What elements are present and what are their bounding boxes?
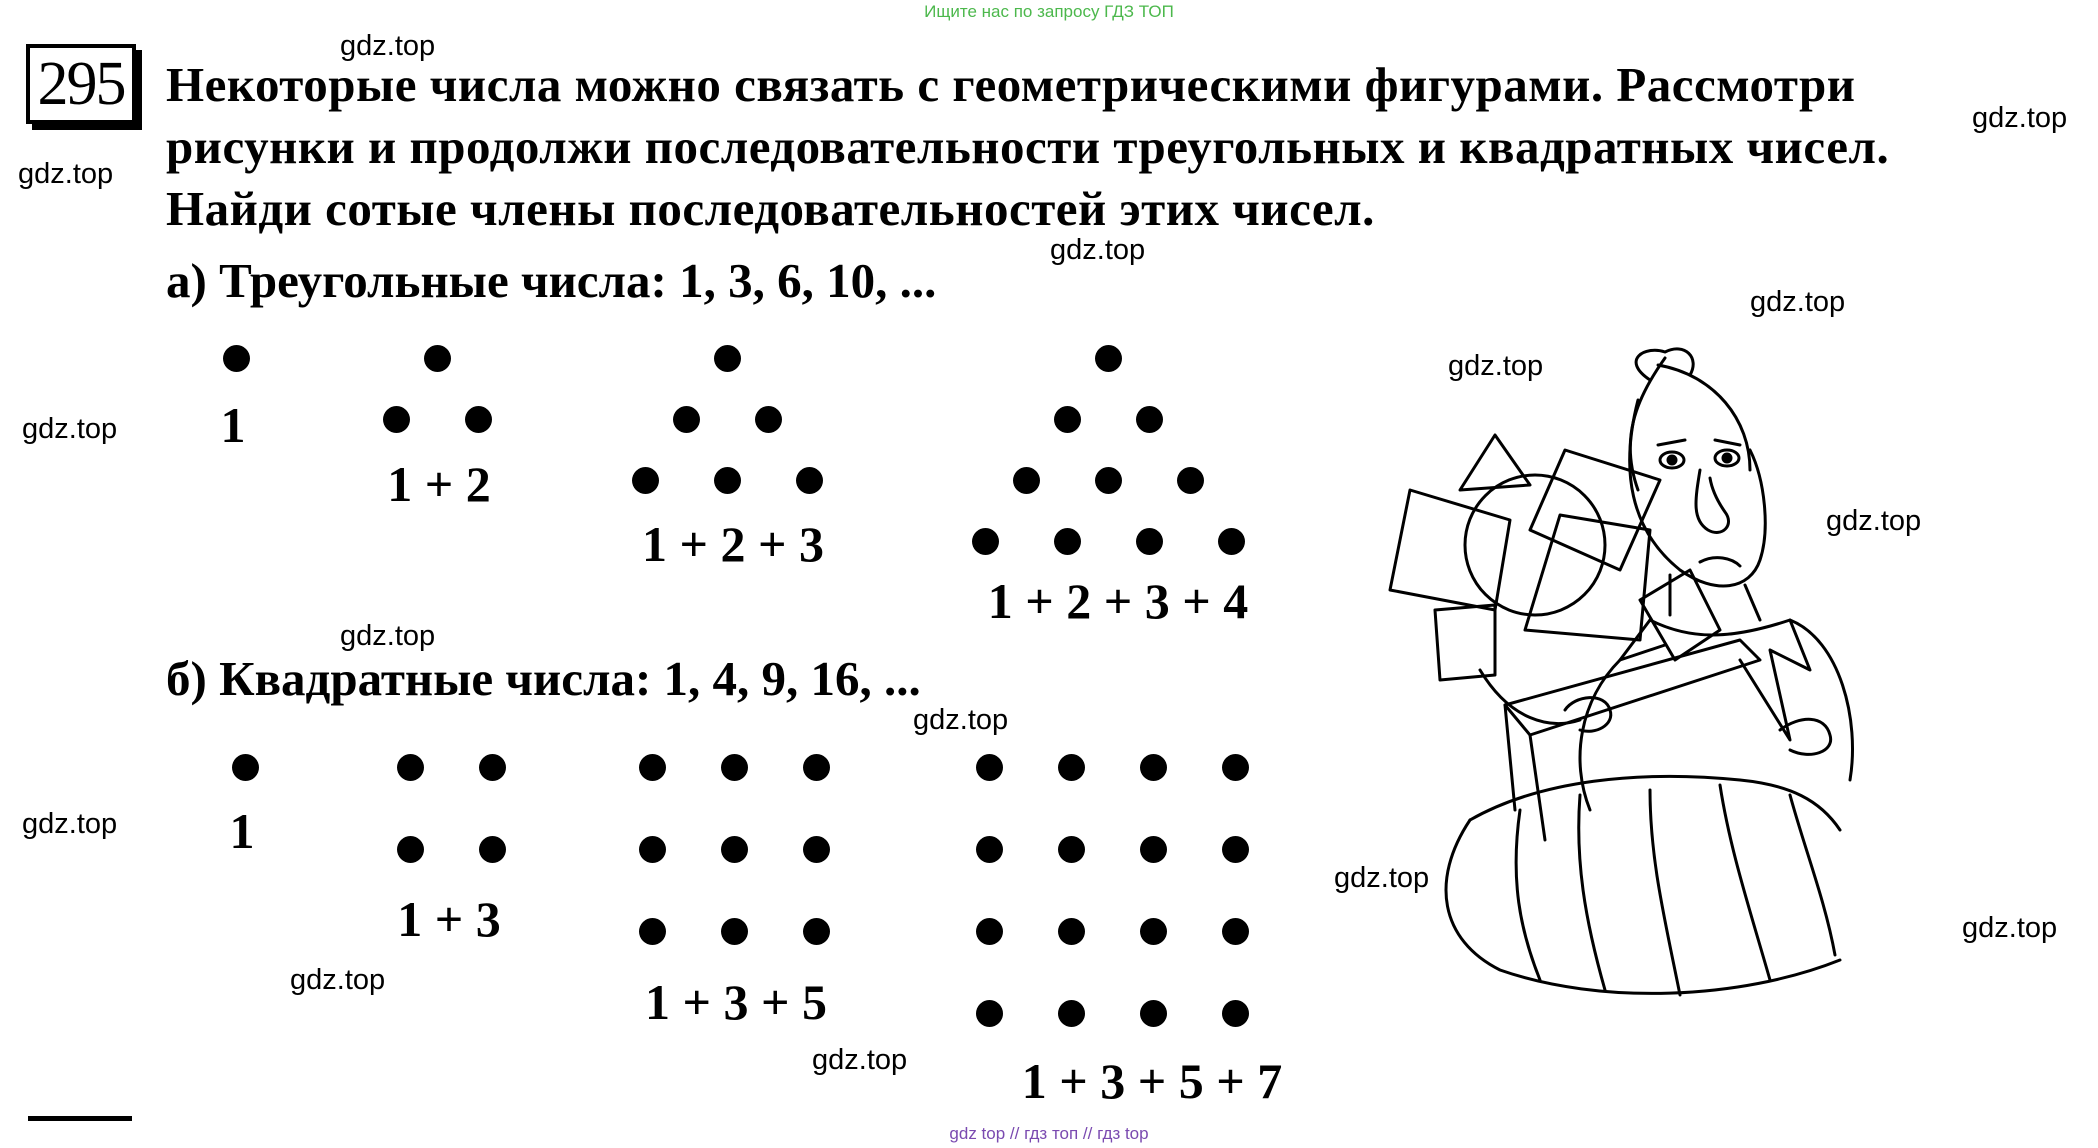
triangular-dot bbox=[755, 406, 782, 433]
triangular-dot bbox=[714, 467, 741, 494]
watermark: gdz.top bbox=[18, 158, 114, 190]
square-dot bbox=[803, 918, 830, 945]
watermark: gdz.top bbox=[290, 964, 386, 996]
square-caption-1: 1 bbox=[229, 803, 255, 859]
square-dot bbox=[721, 918, 748, 945]
triangular-dot bbox=[1095, 467, 1122, 494]
triangular-dot bbox=[1177, 467, 1204, 494]
watermark: gdz.top bbox=[1334, 862, 1430, 894]
triangular-dot bbox=[796, 467, 823, 494]
cartoon-illustration bbox=[1320, 340, 1880, 1005]
square-dot bbox=[976, 918, 1003, 945]
bottom-rule bbox=[28, 1116, 132, 1121]
square-dot bbox=[976, 836, 1003, 863]
square-caption-3: 1 + 3 + 5 bbox=[645, 974, 827, 1030]
triangular-dot bbox=[465, 406, 492, 433]
watermark: gdz.top bbox=[1972, 102, 2068, 134]
square-dot bbox=[1058, 918, 1085, 945]
square-dot bbox=[397, 754, 424, 781]
square-caption-2: 1 + 3 bbox=[397, 891, 501, 947]
watermark: gdz.top bbox=[1962, 912, 2058, 944]
triangular-caption-2: 1 + 2 bbox=[387, 456, 491, 512]
triangular-dot bbox=[1095, 345, 1122, 372]
triangular-caption-1: 1 bbox=[220, 397, 246, 453]
square-dot bbox=[1140, 754, 1167, 781]
square-dot bbox=[803, 836, 830, 863]
problem-number: 295 bbox=[26, 44, 136, 124]
triangular-dot bbox=[424, 345, 451, 372]
square-dot bbox=[397, 836, 424, 863]
square-dot bbox=[721, 836, 748, 863]
triangular-dot bbox=[1054, 528, 1081, 555]
triangular-dot bbox=[1013, 467, 1040, 494]
square-dot bbox=[1222, 754, 1249, 781]
square-dot bbox=[1140, 836, 1167, 863]
triangular-dot bbox=[1054, 406, 1081, 433]
square-dot bbox=[1140, 918, 1167, 945]
triangular-dot bbox=[223, 345, 250, 372]
square-dot bbox=[1222, 918, 1249, 945]
triangular-dot bbox=[673, 406, 700, 433]
watermark: gdz.top bbox=[340, 620, 436, 652]
square-dot bbox=[1222, 1000, 1249, 1027]
square-dot bbox=[1222, 836, 1249, 863]
square-dot bbox=[721, 754, 748, 781]
square-title: б) Квадратные числа: 1, 4, 9, 16, ... bbox=[166, 651, 921, 706]
square-caption-4: 1 + 3 + 5 + 7 bbox=[1021, 1053, 1283, 1109]
square-dot bbox=[1058, 754, 1085, 781]
square-dot bbox=[1058, 836, 1085, 863]
watermark: gdz.top bbox=[1750, 286, 1846, 318]
problem-statement: Некоторые числа можно связать с геометрическими фигурами. Рассмотри рисунки и продолжи последовательности треугольных и квадратных чисел. Найди сотые члены последовательностей этих чисел. bbox=[166, 57, 1890, 236]
triangular-dot bbox=[972, 528, 999, 555]
watermark: gdz.top bbox=[1448, 350, 1544, 382]
square-dot bbox=[639, 836, 666, 863]
triangular-dot bbox=[1136, 406, 1163, 433]
watermark: gdz.top bbox=[1826, 505, 1922, 537]
watermark: gdz.top bbox=[913, 704, 1009, 736]
triangular-dot bbox=[632, 467, 659, 494]
square-dot bbox=[1140, 1000, 1167, 1027]
triangular-caption-3: 1 + 2 + 3 bbox=[642, 516, 824, 572]
triangular-dot bbox=[714, 345, 741, 372]
triangular-dot bbox=[383, 406, 410, 433]
square-dot bbox=[639, 918, 666, 945]
square-dot bbox=[976, 754, 1003, 781]
top-banner[interactable]: Ищите нас по запросу ГДЗ ТОП bbox=[924, 2, 1174, 21]
triangular-caption-4: 1 + 2 + 3 + 4 bbox=[987, 573, 1249, 629]
square-dot bbox=[1058, 1000, 1085, 1027]
triangular-dot bbox=[1218, 528, 1245, 555]
square-dot bbox=[232, 754, 259, 781]
footer-links[interactable]: gdz top // гдз топ // гдз top bbox=[949, 1124, 1149, 1143]
triangular-title: а) Треугольные числа: 1, 3, 6, 10, ... bbox=[166, 253, 937, 308]
square-dot bbox=[976, 1000, 1003, 1027]
square-dot bbox=[479, 836, 506, 863]
watermark: gdz.top bbox=[340, 30, 436, 62]
square-dot bbox=[479, 754, 506, 781]
square-dot bbox=[803, 754, 830, 781]
watermark: gdz.top bbox=[1050, 234, 1146, 266]
square-dot bbox=[639, 754, 666, 781]
watermark: gdz.top bbox=[812, 1044, 908, 1076]
watermark: gdz.top bbox=[22, 808, 118, 840]
triangular-dot bbox=[1136, 528, 1163, 555]
watermark: gdz.top bbox=[22, 413, 118, 445]
